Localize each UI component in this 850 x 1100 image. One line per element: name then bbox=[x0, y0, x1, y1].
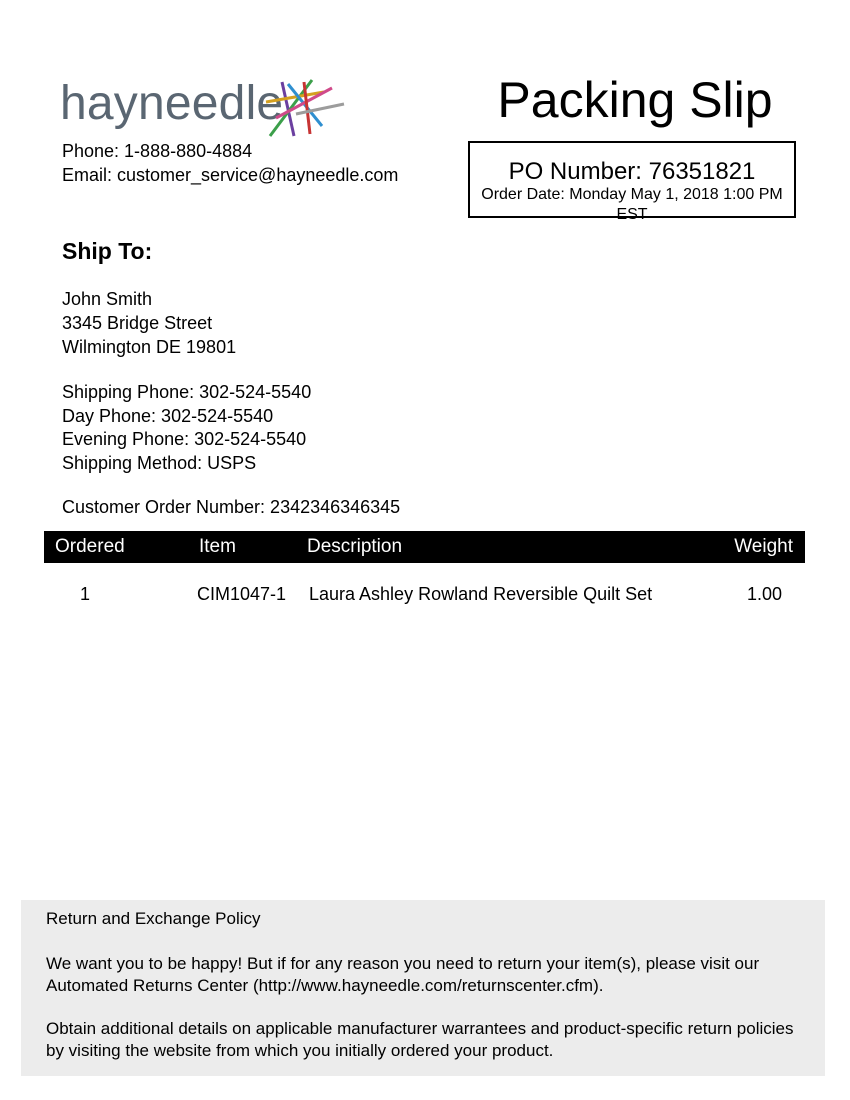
logo-stroke bbox=[296, 104, 344, 114]
recipient-name: John Smith bbox=[62, 289, 153, 309]
policy-paragraph-returns: We want you to be happy! But if for any reason you need to return your item(s), please visit our Automated Returns Center (http://www.hayneedle.com/returnscenter.cfm). bbox=[46, 954, 760, 995]
customer-order-number: Customer Order Number: 2342346346345 bbox=[62, 497, 401, 517]
page-title: Packing Slip bbox=[497, 72, 773, 128]
evening-phone: Evening Phone: 302-524-5540 bbox=[62, 429, 307, 449]
shipping-details bbox=[62, 381, 311, 475]
column-header-ordered: Ordered bbox=[55, 536, 125, 557]
day-phone: Day Phone: 302-524-5540 bbox=[62, 405, 274, 426]
order-date: Order Date: Monday May 1, 2018 1:00 PM EST bbox=[481, 186, 783, 223]
cell-weight: 1.00 bbox=[746, 584, 782, 604]
contact-email: Email: customer_service@hayneedle.com bbox=[62, 165, 399, 185]
ship-to-heading: Ship To: bbox=[62, 238, 153, 264]
contact-info bbox=[62, 139, 398, 187]
column-header-weight: Weight bbox=[734, 536, 793, 557]
po-number: PO Number: 76351821 bbox=[508, 158, 756, 185]
street-address: 3345 Bridge Street bbox=[62, 313, 213, 333]
return-policy-panel bbox=[21, 900, 825, 1076]
column-header-item: Item bbox=[199, 536, 236, 557]
cell-description: Laura Ashley Rowland Reversible Quilt Set bbox=[309, 584, 653, 604]
ship-to-address bbox=[62, 287, 236, 359]
brand-logo-wordmark: hayneedle bbox=[60, 77, 284, 130]
policy-title: Return and Exchange Policy bbox=[46, 909, 261, 928]
shipping-method: Shipping Method: USPS bbox=[62, 452, 257, 473]
city-state-zip: Wilmington DE 19801 bbox=[62, 337, 237, 357]
policy-paragraph-warranty: Obtain additional details on applicable manufacturer warrantees and product-specific return policies by visiting the website from which you initially ordered your product. bbox=[46, 1019, 794, 1060]
cell-ordered: 1 bbox=[80, 584, 91, 604]
po-box bbox=[468, 141, 796, 223]
table-row bbox=[44, 584, 805, 608]
column-header-description: Description bbox=[307, 536, 403, 557]
shipping-phone: Shipping Phone: 302-524-5540 bbox=[62, 382, 312, 402]
contact-phone: Phone: 1-888-880-4884 bbox=[62, 141, 253, 161]
cell-item: CIM1047-1 bbox=[197, 584, 287, 604]
table-header bbox=[44, 531, 805, 563]
brand-logo-icon bbox=[262, 78, 348, 140]
